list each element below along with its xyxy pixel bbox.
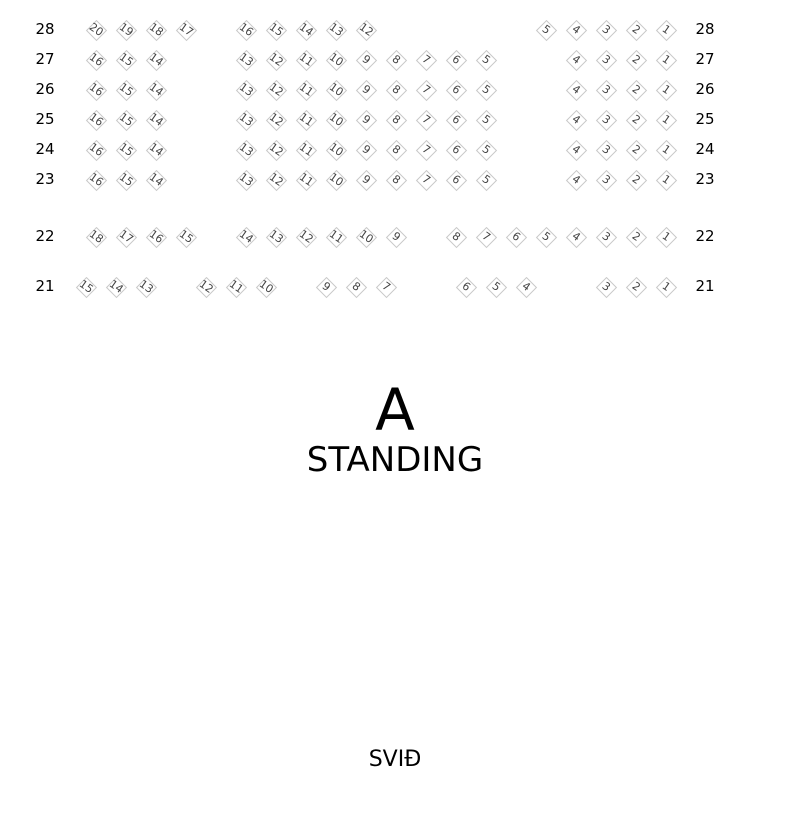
seat-button[interactable]	[445, 169, 467, 191]
seat-button[interactable]	[325, 19, 347, 41]
seat-button[interactable]	[295, 79, 317, 101]
seat-number: 7	[419, 82, 433, 97]
seat-number: 9	[359, 52, 373, 67]
seat-button[interactable]	[445, 79, 467, 101]
seat-number: 12	[266, 170, 286, 189]
seat-button[interactable]	[265, 169, 287, 191]
seat-number: 14	[106, 277, 126, 296]
seat-number: 7	[419, 172, 433, 187]
seat-number: 4	[569, 142, 583, 157]
seat-number: 1	[659, 279, 673, 294]
seat-button[interactable]	[625, 19, 647, 41]
seat-button[interactable]	[385, 139, 407, 161]
seat-number: 1	[659, 82, 673, 97]
seat-button[interactable]	[85, 169, 107, 191]
seat-number: 6	[449, 172, 463, 187]
seat-button[interactable]	[325, 49, 347, 71]
seat-button[interactable]	[145, 49, 167, 71]
seat-number: 3	[599, 112, 613, 127]
seat-number: 7	[419, 142, 433, 157]
seat-number: 13	[236, 80, 256, 99]
seat-button[interactable]	[625, 169, 647, 191]
seat-button[interactable]	[355, 139, 377, 161]
seat-number: 8	[389, 82, 403, 97]
row-label-right: 24	[695, 140, 715, 158]
seat-number: 12	[196, 277, 216, 296]
seat-button[interactable]	[85, 226, 107, 248]
seat-button[interactable]	[655, 79, 677, 101]
seat-number: 7	[419, 112, 433, 127]
seat-button[interactable]	[595, 19, 617, 41]
seat-button[interactable]	[445, 139, 467, 161]
seat-button[interactable]	[565, 109, 587, 131]
seat-button[interactable]	[235, 79, 257, 101]
seat-button[interactable]	[595, 79, 617, 101]
seat-button[interactable]	[145, 226, 167, 248]
seat-button[interactable]	[145, 109, 167, 131]
seat-button[interactable]	[355, 49, 377, 71]
seat-number: 8	[349, 279, 363, 294]
seat-number: 16	[86, 170, 106, 189]
seat-number: 13	[236, 110, 256, 129]
seat-number: 14	[146, 50, 166, 69]
row-label-right: 22	[695, 227, 715, 245]
seat-button[interactable]	[375, 276, 397, 298]
seat-button[interactable]	[655, 139, 677, 161]
seat-number: 10	[256, 277, 276, 296]
seat-button[interactable]	[115, 169, 137, 191]
seat-number: 6	[459, 279, 473, 294]
seat-number: 4	[519, 279, 533, 294]
seat-button[interactable]	[115, 49, 137, 71]
seat-number: 5	[479, 82, 493, 97]
seat-number: 2	[629, 52, 643, 67]
seat-button[interactable]	[415, 79, 437, 101]
seat-button[interactable]	[595, 276, 617, 298]
seat-number: 2	[629, 279, 643, 294]
row-label-left: 21	[35, 277, 55, 295]
seat-button[interactable]	[595, 139, 617, 161]
seat-number: 11	[226, 277, 246, 296]
seat-number: 6	[449, 142, 463, 157]
seat-button[interactable]	[265, 139, 287, 161]
seat-button[interactable]	[295, 139, 317, 161]
seat-button[interactable]	[595, 109, 617, 131]
seat-button[interactable]	[115, 109, 137, 131]
row-label-right: 28	[695, 20, 715, 38]
row-label-left: 26	[35, 80, 55, 98]
row-label-left: 24	[35, 140, 55, 158]
seat-number: 12	[266, 140, 286, 159]
seat-button[interactable]	[115, 226, 137, 248]
seat-button[interactable]	[225, 276, 247, 298]
seat-button[interactable]	[655, 169, 677, 191]
seat-button[interactable]	[145, 19, 167, 41]
seat-button[interactable]	[385, 226, 407, 248]
seat-button[interactable]	[135, 276, 157, 298]
seat-number: 9	[319, 279, 333, 294]
seat-number: 8	[389, 52, 403, 67]
seat-button[interactable]	[625, 139, 647, 161]
seat-button[interactable]	[175, 19, 197, 41]
seat-number: 15	[266, 20, 286, 39]
seat-number: 19	[116, 20, 136, 39]
row-label-right: 23	[695, 170, 715, 188]
seat-number: 14	[296, 20, 316, 39]
seat-number: 15	[116, 110, 136, 129]
seat-button[interactable]	[355, 226, 377, 248]
seat-number: 2	[629, 112, 643, 127]
seat-number: 12	[266, 110, 286, 129]
seat-number: 16	[236, 20, 256, 39]
seat-number: 1	[659, 22, 673, 37]
seat-button[interactable]	[655, 276, 677, 298]
seat-number: 9	[359, 142, 373, 157]
seat-number: 11	[296, 50, 316, 69]
seat-number: 12	[356, 20, 376, 39]
seat-button[interactable]	[445, 109, 467, 131]
seat-number: 9	[389, 229, 403, 244]
seat-number: 6	[509, 229, 523, 244]
seat-number: 18	[146, 20, 166, 39]
standing-section[interactable]	[0, 376, 790, 480]
seat-number: 5	[479, 142, 493, 157]
seat-number: 12	[266, 80, 286, 99]
row-label-left: 25	[35, 110, 55, 128]
seat-number: 13	[236, 140, 256, 159]
seat-button[interactable]	[325, 109, 347, 131]
seat-number: 11	[296, 110, 316, 129]
seat-button[interactable]	[235, 139, 257, 161]
seat-button[interactable]	[385, 49, 407, 71]
seat-button[interactable]	[325, 139, 347, 161]
row-label-right: 25	[695, 110, 715, 128]
seat-number: 6	[449, 112, 463, 127]
seat-number: 1	[659, 229, 673, 244]
seat-button[interactable]	[355, 79, 377, 101]
seat-number: 10	[326, 110, 346, 129]
seat-number: 6	[449, 82, 463, 97]
seat-number: 7	[479, 229, 493, 244]
seat-button[interactable]	[315, 276, 337, 298]
seat-button[interactable]	[295, 169, 317, 191]
seat-button[interactable]	[265, 226, 287, 248]
seat-button[interactable]	[255, 276, 277, 298]
row-label-left: 27	[35, 50, 55, 68]
seat-button[interactable]	[325, 226, 347, 248]
seat-number: 20	[86, 20, 106, 39]
seat-number: 11	[296, 80, 316, 99]
seat-number: 16	[86, 110, 106, 129]
seat-button[interactable]	[265, 109, 287, 131]
seat-button[interactable]	[655, 19, 677, 41]
seat-number: 14	[236, 227, 256, 246]
seat-number: 16	[86, 80, 106, 99]
seat-number: 6	[449, 52, 463, 67]
row-label-left: 23	[35, 170, 55, 188]
seat-number: 16	[146, 227, 166, 246]
seat-number: 1	[659, 112, 673, 127]
seat-button[interactable]	[565, 139, 587, 161]
seat-number: 5	[489, 279, 503, 294]
seat-number: 15	[76, 277, 96, 296]
seat-number: 11	[296, 170, 316, 189]
seat-button[interactable]	[455, 276, 477, 298]
seat-button[interactable]	[385, 109, 407, 131]
seat-button[interactable]	[105, 276, 127, 298]
seat-button[interactable]	[565, 49, 587, 71]
seat-number: 1	[659, 142, 673, 157]
seat-button[interactable]	[565, 226, 587, 248]
seat-button[interactable]	[415, 139, 437, 161]
seat-number: 2	[629, 82, 643, 97]
seat-button[interactable]	[115, 79, 137, 101]
seat-button[interactable]	[195, 276, 217, 298]
seat-number: 16	[86, 50, 106, 69]
seat-button[interactable]	[565, 79, 587, 101]
row-label-left: 22	[35, 227, 55, 245]
seat-button[interactable]	[355, 19, 377, 41]
seat-button[interactable]	[175, 226, 197, 248]
seat-button[interactable]	[535, 226, 557, 248]
seat-number: 10	[356, 227, 376, 246]
seat-button[interactable]	[145, 139, 167, 161]
seat-number: 4	[569, 82, 583, 97]
seat-number: 11	[296, 140, 316, 159]
seat-button[interactable]	[505, 226, 527, 248]
seat-button[interactable]	[475, 226, 497, 248]
seat-number: 5	[479, 112, 493, 127]
seat-number: 8	[389, 172, 403, 187]
seat-button[interactable]	[295, 109, 317, 131]
row-label-right: 21	[695, 277, 715, 295]
standing-section-letter: A	[375, 376, 415, 444]
seat-button[interactable]	[625, 276, 647, 298]
seat-number: 16	[86, 140, 106, 159]
seat-number: 4	[569, 172, 583, 187]
seat-number: 1	[659, 52, 673, 67]
seat-button[interactable]	[295, 226, 317, 248]
seat-button[interactable]	[115, 19, 137, 41]
seat-button[interactable]	[655, 49, 677, 71]
seat-number: 9	[359, 82, 373, 97]
seat-number: 3	[599, 142, 613, 157]
seat-number: 12	[266, 50, 286, 69]
seat-button[interactable]	[565, 169, 587, 191]
seat-number: 15	[116, 140, 136, 159]
seat-number: 17	[116, 227, 136, 246]
seat-number: 11	[326, 227, 346, 246]
seat-number: 15	[116, 80, 136, 99]
seat-button[interactable]	[595, 49, 617, 71]
seat-button[interactable]	[85, 109, 107, 131]
seat-button[interactable]	[625, 109, 647, 131]
seat-button[interactable]	[475, 169, 497, 191]
seat-button[interactable]	[145, 79, 167, 101]
seat-button[interactable]	[535, 19, 557, 41]
seat-button[interactable]	[475, 79, 497, 101]
seat-number: 5	[479, 52, 493, 67]
seat-number: 3	[599, 172, 613, 187]
seat-button[interactable]	[625, 49, 647, 71]
seat-button[interactable]	[415, 109, 437, 131]
seat-button[interactable]	[235, 49, 257, 71]
seat-button[interactable]	[355, 169, 377, 191]
seat-button[interactable]	[85, 19, 107, 41]
seat-number: 2	[629, 22, 643, 37]
seat-button[interactable]	[475, 49, 497, 71]
seat-button[interactable]	[295, 49, 317, 71]
seat-number: 13	[236, 170, 256, 189]
seat-number: 15	[116, 170, 136, 189]
seat-button[interactable]	[625, 226, 647, 248]
seat-button[interactable]	[235, 19, 257, 41]
seat-number: 12	[296, 227, 316, 246]
seat-number: 10	[326, 140, 346, 159]
seat-number: 15	[116, 50, 136, 69]
seat-number: 3	[599, 229, 613, 244]
seat-number: 8	[389, 112, 403, 127]
seat-button[interactable]	[295, 19, 317, 41]
seat-number: 14	[146, 80, 166, 99]
seat-map	[0, 0, 790, 310]
seat-button[interactable]	[75, 276, 97, 298]
seat-button[interactable]	[235, 169, 257, 191]
seat-button[interactable]	[115, 139, 137, 161]
seat-button[interactable]	[265, 49, 287, 71]
seat-button[interactable]	[385, 169, 407, 191]
seat-number: 14	[146, 170, 166, 189]
seat-button[interactable]	[355, 109, 377, 131]
seat-number: 15	[176, 227, 196, 246]
seat-button[interactable]	[475, 109, 497, 131]
seat-number: 3	[599, 82, 613, 97]
seat-button[interactable]	[345, 276, 367, 298]
seat-number: 2	[629, 142, 643, 157]
seat-button[interactable]	[325, 79, 347, 101]
standing-section-label: STANDING	[306, 440, 484, 480]
seat-number: 4	[569, 52, 583, 67]
seat-number: 14	[146, 140, 166, 159]
seat-button[interactable]	[655, 109, 677, 131]
row-label-right: 27	[695, 50, 715, 68]
seat-button[interactable]	[595, 226, 617, 248]
seat-number: 3	[599, 52, 613, 67]
row-label-right: 26	[695, 80, 715, 98]
seat-button[interactable]	[515, 276, 537, 298]
seat-number: 13	[326, 20, 346, 39]
seat-button[interactable]	[595, 169, 617, 191]
seat-number: 4	[569, 229, 583, 244]
seat-button[interactable]	[235, 109, 257, 131]
seat-button[interactable]	[385, 79, 407, 101]
seat-number: 14	[146, 110, 166, 129]
seat-button[interactable]	[145, 169, 167, 191]
seat-button[interactable]	[265, 79, 287, 101]
seat-number: 17	[176, 20, 196, 39]
seat-number: 4	[569, 112, 583, 127]
seat-button[interactable]	[415, 49, 437, 71]
seat-number: 2	[629, 229, 643, 244]
seat-button[interactable]	[265, 19, 287, 41]
row-label-left: 28	[35, 20, 55, 38]
seat-number: 9	[359, 112, 373, 127]
seat-number: 10	[326, 170, 346, 189]
seat-number: 5	[539, 22, 553, 37]
seat-button[interactable]	[625, 79, 647, 101]
seat-number: 18	[86, 227, 106, 246]
seat-number: 13	[266, 227, 286, 246]
seat-number: 10	[326, 80, 346, 99]
seat-number: 8	[389, 142, 403, 157]
seat-number: 8	[449, 229, 463, 244]
seat-button[interactable]	[445, 49, 467, 71]
seat-button[interactable]	[325, 169, 347, 191]
seat-button[interactable]	[475, 139, 497, 161]
seat-number: 5	[539, 229, 553, 244]
seat-number: 9	[359, 172, 373, 187]
seat-button[interactable]	[85, 49, 107, 71]
seat-button[interactable]	[235, 226, 257, 248]
seat-number: 13	[136, 277, 156, 296]
seat-number: 2	[629, 172, 643, 187]
seat-number: 7	[379, 279, 393, 294]
seat-number: 1	[659, 172, 673, 187]
seat-number: 3	[599, 22, 613, 37]
seat-button[interactable]	[485, 276, 507, 298]
seat-number: 10	[326, 50, 346, 69]
seat-button[interactable]	[85, 79, 107, 101]
seat-number: 5	[479, 172, 493, 187]
seat-button[interactable]	[415, 169, 437, 191]
seat-button[interactable]	[565, 19, 587, 41]
seat-button[interactable]	[85, 139, 107, 161]
seat-button[interactable]	[445, 226, 467, 248]
seat-number: 13	[236, 50, 256, 69]
seat-button[interactable]	[655, 226, 677, 248]
seat-number: 7	[419, 52, 433, 67]
stage-label: SVIÐ	[368, 747, 422, 772]
seat-number: 4	[569, 22, 583, 37]
seat-number: 3	[599, 279, 613, 294]
